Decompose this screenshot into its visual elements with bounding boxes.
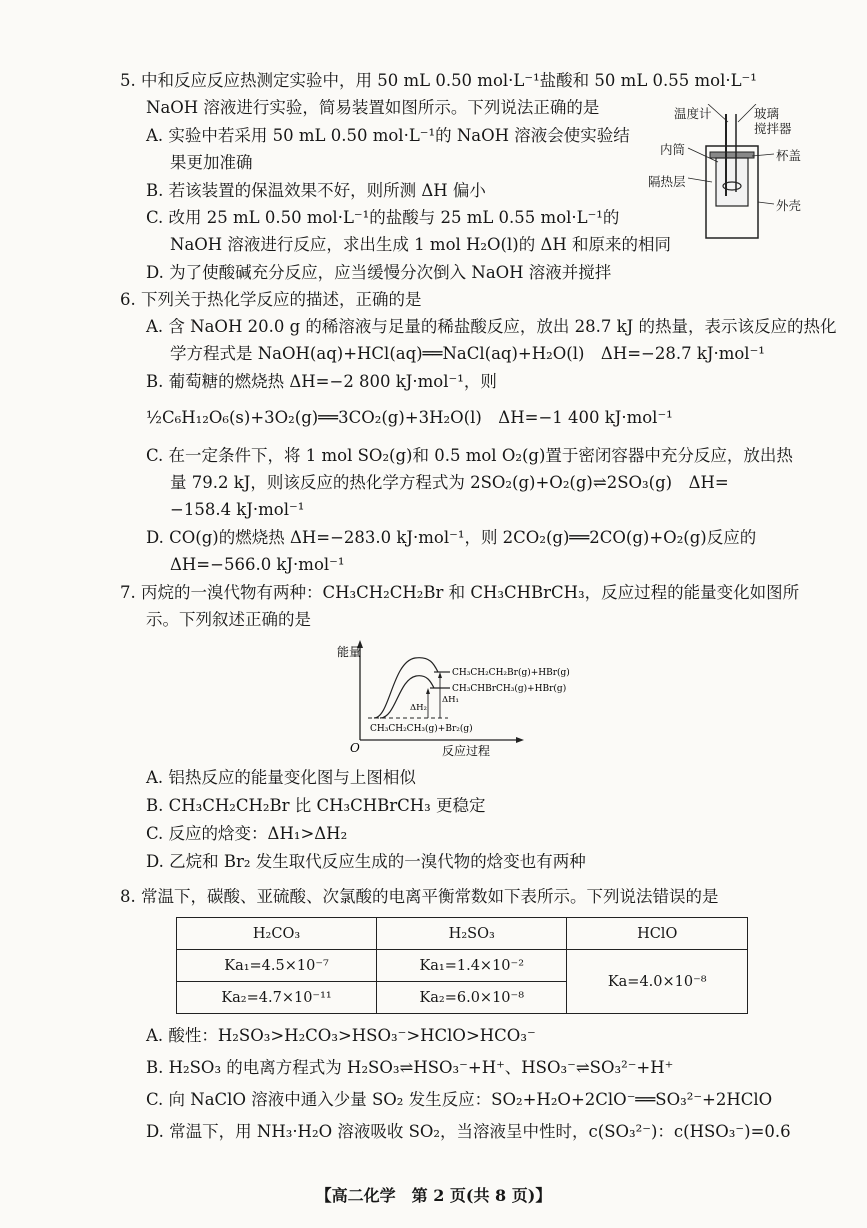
level-label-reactants: CH₃CH₂CH₃(g)+Br₂(g) <box>370 724 473 734</box>
table-header: H₂CO₃ <box>177 918 377 950</box>
label-outer: 外壳 <box>776 198 802 213</box>
q6-option-b-line2: ½C₆H₁₂O₆(s)+3O₂(g)══3CO₂(g)+3H₂O(l) ΔH=−1 400 kJ·mol⁻¹ <box>146 408 673 427</box>
table-cell: Ka₁=4.5×10⁻⁷ <box>177 950 377 982</box>
q7-stem-line1: 7. 丙烷的一溴代物有两种：CH₃CH₂CH₂Br 和 CH₃CHBrCH₃，反应过程的能量变化如图所 <box>120 583 800 602</box>
q6-option-c-line1: C. 在一定条件下，将 1 mol SO₂(g)和 0.5 mol O₂(g)置于密闭容器中充分反应，放出热 <box>146 446 793 465</box>
table-cell: Ka₂=4.7×10⁻¹¹ <box>177 982 377 1014</box>
label-inner: 内筒 <box>660 142 686 157</box>
q5-stem-line1: 5. 中和反应反应热测定实验中，用 50 mL 0.50 mol·L⁻¹盐酸和 50 mL 0.55 mol·L⁻¹ <box>120 71 757 90</box>
table-header: H₂SO₃ <box>377 918 567 950</box>
q8-stem: 8. 常温下，碳酸、亚硫酸、次氯酸的电离平衡常数如下表所示。下列说法错误的是 <box>120 887 719 906</box>
q5-option-d: D. 为了使酸碱充分反应，应当缓慢分次倒入 NaOH 溶液并搅拌 <box>146 263 612 282</box>
label-glass: 玻璃 <box>754 106 780 121</box>
q6-stem: 6. 下列关于热化学反应的描述，正确的是 <box>120 290 422 309</box>
q8-option-d: D. 常温下，用 NH₃·H₂O 溶液吸收 SO₂，当溶液呈中性时，c(SO₃²⁻)：c(HSO₃⁻)=0.6 <box>146 1122 791 1141</box>
level-label-primary: CH₃CH₂CH₂Br(g)+HBr(g) <box>452 668 570 678</box>
label-lid: 杯盖 <box>776 148 802 163</box>
q7-stem-line2: 示。下列叙述正确的是 <box>146 610 311 629</box>
q6-option-c-line3: −158.4 kJ·mol⁻¹ <box>170 500 305 519</box>
table-cell: Ka=4.0×10⁻⁸ <box>567 950 748 1014</box>
origin-label: O <box>350 741 360 755</box>
q5-option-c-line2: NaOH 溶液进行反应，求出生成 1 mol H₂O(l)的 ΔH 和原来的相同 <box>170 235 672 254</box>
q6-option-a-line2: 学方程式是 NaOH(aq)+HCl(aq)══NaCl(aq)+H₂O(l) ΔH=−28.7 kJ·mol⁻¹ <box>170 344 765 363</box>
q6-option-d-line2: ΔH=−566.0 kJ·mol⁻¹ <box>170 555 345 574</box>
energy-diagram <box>330 640 600 760</box>
q6-option-d-line1: D. CO(g)的燃烧热 ΔH=−283.0 kJ·mol⁻¹，则 2CO₂(g)══2CO(g)+O₂(g)反应的 <box>146 528 757 547</box>
q8-option-a: A. 酸性：H₂SO₃>H₂CO₃>HSO₃⁻>HClO>HCO₃⁻ <box>146 1026 536 1045</box>
ionization-constants-table <box>176 917 748 1014</box>
label-insulation: 隔热层 <box>648 174 686 189</box>
level-label-secondary: CH₃CHBrCH₃(g)+HBr(g) <box>452 684 567 694</box>
table-cell: Ka₂=6.0×10⁻⁸ <box>377 982 567 1014</box>
page-footer: 【高二化学 第 2 页(共 8 页)】 <box>315 1186 552 1205</box>
q5-option-a-line2: 果更加准确 <box>170 153 253 172</box>
q6-option-b-line1: B. 葡萄糖的燃烧热 ΔH=−2 800 kJ·mol⁻¹，则 <box>146 372 497 391</box>
q7-option-a: A. 铝热反应的能量变化图与上图相似 <box>146 768 416 787</box>
table-header-row <box>177 918 748 950</box>
label-stirrer: 搅拌器 <box>754 121 792 136</box>
q8-option-b: B. H₂SO₃ 的电离方程式为 H₂SO₃⇌HSO₃⁻+H⁺、HSO₃⁻⇌SO₃²⁻+H⁺ <box>146 1058 674 1077</box>
lid <box>710 152 754 158</box>
q8-option-c: C. 向 NaClO 溶液中通入少量 SO₂ 发生反应：SO₂+H₂O+2ClO⁻══SO₃²⁻+2HClO <box>146 1090 773 1109</box>
q5-option-a-line1: A. 实验中若采用 50 mL 0.50 mol·L⁻¹的 NaOH 溶液会使实验结 <box>146 126 630 145</box>
table-row <box>177 950 748 982</box>
q7-option-b: B. CH₃CH₂CH₂Br 比 CH₃CHBrCH₃ 更稳定 <box>146 796 486 815</box>
y-axis-label: 能量 <box>337 645 362 659</box>
q6-option-c-line2: 量 79.2 kJ，则该反应的热化学方程式为 2SO₂(g)+O₂(g)⇌2SO₃(g) ΔH= <box>170 473 729 492</box>
q6-option-a-line1: A. 含 NaOH 20.0 g 的稀溶液与足量的稀盐酸反应，放出 28.7 kJ 的热量，表示该反应的热化 <box>146 317 837 336</box>
table-header: HClO <box>567 918 748 950</box>
dh2-label: ΔH₂ <box>410 703 427 713</box>
q5-option-c-line1: C. 改用 25 mL 0.50 mol·L⁻¹的盐酸与 25 mL 0.55 mol·L⁻¹的 <box>146 208 620 227</box>
label-thermometer: 温度计 <box>674 106 712 121</box>
q7-option-d: D. 乙烷和 Br₂ 发生取代反应生成的一溴代物的焓变也有两种 <box>146 852 586 871</box>
q5-option-b: B. 若该装置的保温效果不好，则所测 ΔH 偏小 <box>146 181 486 200</box>
dh1-label: ΔH₁ <box>442 695 459 705</box>
table-cell: Ka₁=1.4×10⁻² <box>377 950 567 982</box>
q7-option-c: C. 反应的焓变：ΔH₁>ΔH₂ <box>146 824 348 843</box>
x-axis-label: 反应过程 <box>442 744 491 758</box>
q5-stem-line2: NaOH 溶液进行实验，简易装置如图所示。下列说法正确的是 <box>146 98 600 117</box>
